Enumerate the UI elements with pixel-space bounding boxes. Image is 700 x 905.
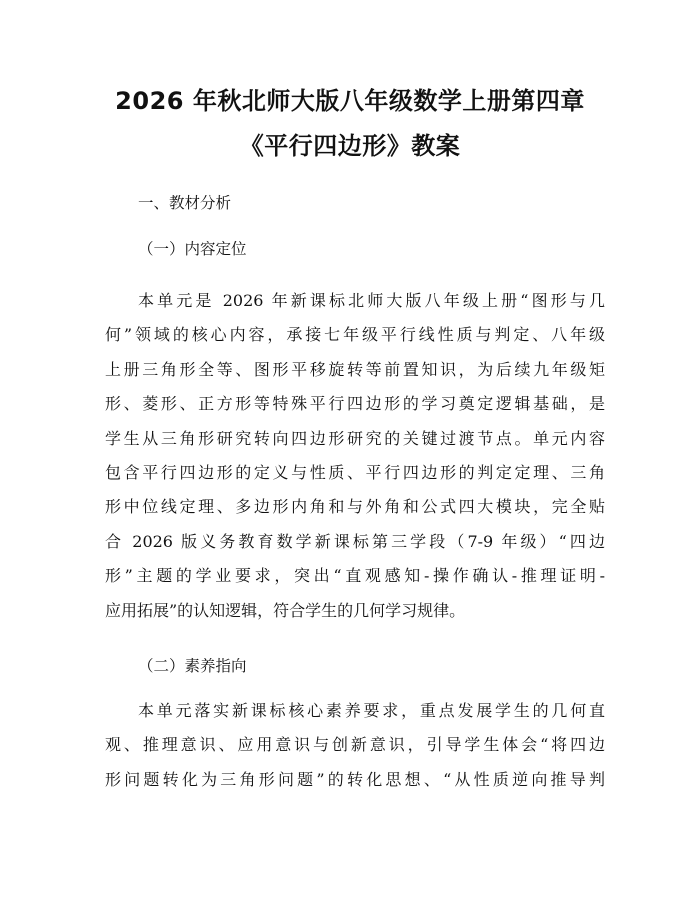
subsection-heading-content-positioning: （一）内容定位 [138, 240, 247, 258]
paragraph-line: 应用拓展”的认知逻辑，符合学生的几何学习规律。 [105, 600, 466, 620]
paragraph-line: 本单元是 2026 年新课标北师大版八年级上册“图形与几 [138, 291, 605, 310]
subsection-heading-literacy-orientation: （二）素养指向 [138, 657, 247, 675]
paragraph-line: 上册三角形全等、图形平移旋转等前置知识，为后续九年级矩 [105, 359, 605, 379]
paragraph-line: 何”领域的核心内容，承接七年级平行线性质与判定、八年级 [105, 325, 605, 345]
paragraph-line: 包含平行四边形的定义与性质、平行四边形的判定定理、三角 [105, 462, 605, 482]
paragraph-line: 形中位线定理、多边形内角和与外角和公式四大模块，完全贴 [105, 497, 605, 517]
paragraph-line: 形问题转化为三角形问题”的转化思想、“从性质逆向推导判 [105, 769, 605, 789]
document-title-line-1: 2026 年秋北师大版八年级数学上册第四章 [115, 87, 585, 115]
paragraph-line: 观、推理意识、应用意识与创新意识，引导学生体会“将四边 [105, 735, 605, 755]
paragraph-line: 合 2026 版义务教育数学新课标第三学段（7-9 年级）“四边 [105, 531, 605, 551]
paragraph-line: 形”主题的学业要求，突出“直观感知-操作确认-推理证明- [105, 566, 605, 586]
document-title-line-2: 《平行四边形》教案 [239, 132, 461, 160]
paragraph-line: 本单元落实新课标核心素养要求，重点发展学生的几何直 [138, 701, 605, 720]
paragraph-content-positioning [105, 284, 605, 628]
paragraph-line: 学生从三角形研究转向四边形研究的关键过渡节点。单元内容 [105, 428, 605, 448]
paragraph-literacy-orientation [105, 694, 605, 797]
section-heading-teaching-material-analysis: 一、教材分析 [138, 194, 232, 212]
paragraph-line: 形、菱形、正方形等特殊平行四边形的学习奠定逻辑基础，是 [105, 394, 605, 414]
